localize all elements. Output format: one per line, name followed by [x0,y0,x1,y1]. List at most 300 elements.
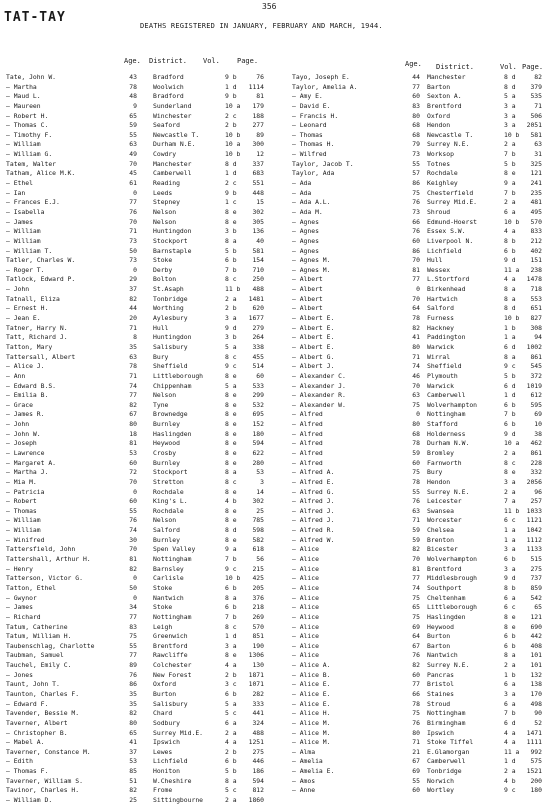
entry-age: 0 [133,188,137,197]
entry-volume: 3 a [504,564,516,573]
entry-district: Hackney [427,323,454,332]
entry-age: 71 [412,516,420,525]
entry-age: 29 [129,275,137,284]
entry-name: — Albert E. [292,323,335,332]
entry-age: 83 [129,622,137,631]
entry-name: — Thomas F. [6,767,49,776]
entry-page: 130 [252,661,264,670]
right-age-header: Age. [405,60,422,68]
register-entry [6,314,268,324]
entry-page: 333 [252,699,264,708]
entry-age: 71 [129,323,137,332]
entry-age: 75 [412,709,420,718]
entry-district: Littleborough [427,603,478,612]
entry-page: 136 [252,227,264,236]
register-entry [6,468,268,478]
entry-volume: 4 a [504,728,516,737]
entry-page: 12 [256,150,264,159]
entry-name: — Anne [292,786,316,795]
entry-page: 300 [252,140,264,149]
entry-district: Crosby [153,448,177,457]
entry-name: — Ada [292,179,312,188]
entry-age: 0 [416,285,420,294]
entry-page: 1019 [526,381,542,390]
entry-age: 77 [412,680,420,689]
register-entry [292,121,546,131]
register-entry [6,430,268,440]
entry-name: Taverner, Constance M. [6,747,91,756]
entry-page: 180 [252,429,264,438]
entry-age: 82 [412,545,420,554]
entry-district: Aylesbury [153,314,188,323]
entry-name: — Henry [6,564,33,573]
left-column [6,73,268,806]
entry-district: Rochdale [427,169,458,178]
entry-district: Bradford [153,73,184,81]
entry-volume: 8 e [225,207,237,216]
entry-district: Frome [153,786,173,795]
entry-age: 80 [412,728,420,737]
entry-volume: 8 e [225,458,237,467]
entry-age: 0 [133,487,137,496]
register-entry [292,536,546,546]
entry-age: 75 [412,400,420,409]
entry-page: 10 [534,420,542,429]
entry-name: — Alexander R. [292,391,346,400]
entry-volume: 10 a [504,439,520,448]
register-entry [6,324,268,334]
entry-district: Barton [427,641,451,650]
entry-name: — William G. [6,150,53,159]
register-entry [6,266,268,276]
entry-name: — Thomas [6,506,37,515]
entry-district: Ipswich [153,738,180,747]
entry-volume: 10 b [504,217,520,226]
entry-volume: 1 b [504,323,516,332]
register-entry [6,488,268,498]
entry-age: 82 [129,294,137,303]
entry-age: 80 [129,718,137,727]
register-entry [292,275,546,285]
entry-district: Spen Valley [153,545,196,554]
entry-district: Greenwich [153,632,188,641]
entry-district: Burnley [153,535,180,544]
register-entry [6,237,268,247]
entry-volume: 8 e [225,448,237,457]
register-entry [292,700,546,710]
entry-district: Leigh [153,622,173,631]
entry-district: Barnstaple [153,246,192,255]
entry-volume: 2 a [504,767,516,776]
entry-district: Sheffield [427,362,462,371]
entry-age: 18 [129,429,137,438]
entry-volume: 5 a [504,92,516,101]
entry-age: 75 [412,612,420,621]
entry-page: 170 [530,690,542,698]
entry-district: Burton [427,632,451,641]
register-entry [292,198,546,208]
entry-age: 85 [129,767,137,776]
entry-district: Haslingden [427,612,466,621]
register-entry [292,680,546,690]
register-entry [292,642,546,652]
entry-volume: 8 e [225,371,237,380]
entry-volume: 8 a [504,285,516,294]
entry-name: Taylor, Ada [292,169,335,178]
entry-age: 45 [129,169,137,178]
entry-name: Tattershall, Arthur H. [6,555,91,564]
entry-name: Tavinor, Charles H. [6,786,80,795]
entry-volume: 9 b [225,188,237,197]
register-entry [292,140,546,150]
register-entry [6,362,268,372]
entry-name: — Alfred [292,429,323,438]
entry-volume: 8 e [504,468,516,477]
entry-page: 63 [534,140,542,149]
entry-district: Bolton [153,275,177,284]
register-entry [292,594,546,604]
entry-name: Taubenschlag, Charlotte [6,641,95,650]
entry-district: Totnes [427,159,451,168]
entry-name: — Martha [6,82,37,91]
entry-page: 25 [256,506,264,515]
register-entry [6,304,268,314]
entry-name: Tatlock, Edward P. [6,275,76,284]
entry-district: Furness [427,314,454,323]
entry-district: Durham N.E. [153,140,196,149]
entry-volume: 8 e [504,612,516,621]
entry-age: 25 [129,796,137,805]
entry-volume: 1 c [225,198,237,207]
entry-name: — Albert E. [292,342,335,351]
entry-district: Chard [153,709,173,718]
entry-district: Plymouth [427,371,458,380]
entry-page: 250 [252,275,264,284]
entry-volume: 10 b [504,314,520,323]
entry-district: Surrey N.E. [427,140,470,149]
entry-volume: 11 a [504,747,520,756]
register-entry [292,603,546,613]
entry-age: 82 [129,786,137,795]
register-entry [6,83,268,93]
entry-name: — Alice [292,641,319,650]
entry-age: 82 [412,661,420,670]
entry-page: 379 [530,82,542,91]
entry-district: Cowdry [153,150,177,159]
entry-page: 618 [252,545,264,554]
entry-district: Newcastle T. [427,130,474,139]
entry-age: 44 [412,73,420,81]
entry-district: Essex S.W. [427,227,466,236]
entry-page: 65 [534,603,542,612]
entry-district: Salisbury [153,699,188,708]
entry-age: 86 [412,246,420,255]
entry-age: 55 [412,487,420,496]
entry-district: Brentford [427,564,462,573]
entry-volume: 9 b [225,92,237,101]
register-entry [6,796,268,806]
entry-age: 55 [412,159,420,168]
entry-name: — Agnes [292,236,319,245]
entry-page: 1251 [248,738,264,747]
register-entry [6,401,268,411]
entry-district: Sexton A. [427,92,462,101]
entry-page: 535 [530,92,542,101]
entry-district: Leeds [153,188,173,197]
entry-district: Manchester [153,159,192,168]
entry-page: 241 [530,179,542,188]
left-district-header: District. [149,57,187,65]
register-entry [6,73,268,83]
entry-page: 785 [252,516,264,525]
entry-name: — Ada M. [292,207,323,216]
entry-district: Wirral [427,352,451,361]
entry-volume: 8 e [225,391,237,400]
entry-volume: 6 a [504,699,516,708]
entry-volume: 8 b [504,583,516,592]
entry-district: Surrey N.E. [427,487,470,496]
register-entry [6,680,268,690]
entry-name: — Alice A. [292,661,331,670]
entry-volume: 8 e [504,169,516,178]
entry-name: Tatnall, Eliza [6,294,60,303]
entry-volume: 9 d [504,574,516,583]
entry-district: Nottingham [153,612,192,621]
register-entry [292,420,546,430]
entry-volume: 8 d [504,304,516,313]
register-entry [6,700,268,710]
entry-name: — Ada [292,188,312,197]
entry-name: — James [6,217,33,226]
entry-volume: 10 b [225,574,241,583]
register-entry [292,324,546,334]
entry-name: — Alexander C. [292,371,346,380]
entry-page: 277 [252,121,264,130]
entry-name: — Patricia [6,487,45,496]
entry-name: — Joseph [6,439,37,448]
entry-page: 101 [530,651,542,660]
entry-volume: 8 e [225,400,237,409]
entry-page: 212 [530,236,542,245]
entry-volume: 6 b [504,632,516,641]
entry-volume: 4 a [504,227,516,236]
entry-volume: 9 c [504,362,516,371]
register-heading: DEATHS REGISTERED IN JANUARY, FEBRUARY AND MARCH, 1944. [140,22,383,30]
entry-name: — Edward F. [6,699,49,708]
entry-volume: 8 c [504,458,516,467]
entry-volume: 2 b [225,304,237,313]
entry-district: Nantwich [153,593,184,602]
left-vol-header: Vol. [203,57,220,65]
register-entry [292,777,546,787]
entry-name: — Alice [292,574,319,583]
entry-name: — William [6,236,41,245]
entry-district: Liverpool N. [427,236,474,245]
entry-page: 992 [530,747,542,756]
right-district-header: District. [436,63,474,71]
entry-volume: 6 b [504,555,516,564]
entry-volume: 8 e [225,487,237,496]
register-entry [292,767,546,777]
entry-volume: 6 b [225,256,237,265]
entry-age: 0 [133,574,137,583]
entry-age: 80 [129,420,137,429]
entry-name: — Frances E.J. [6,198,60,207]
entry-volume: 8 e [225,535,237,544]
register-entry [6,690,268,700]
entry-age: 77 [129,612,137,621]
entry-district: Brentford [427,101,462,110]
register-entry [292,507,546,517]
entry-district: Staines [427,690,454,698]
entry-name: — Albert G. [292,352,335,361]
entry-volume: 7 b [225,555,237,564]
register-entry [6,594,268,604]
entry-volume: 10 a [225,101,241,110]
entry-name: Tatt, Richard J. [6,333,68,342]
entry-page: 598 [252,526,264,535]
entry-name: — Isabella [6,207,45,216]
register-entry [292,671,546,681]
entry-district: New Forest [153,670,192,679]
register-entry [6,449,268,459]
register-entry [292,353,546,363]
register-entry [292,574,546,584]
entry-name: Taylor, Jacob T. [292,159,354,168]
entry-age: 70 [412,555,420,564]
entry-district: Leicester [427,497,462,506]
entry-name: — Albert [292,294,323,303]
entry-age: 74 [412,583,420,592]
register-entry [6,632,268,642]
register-entry [292,112,546,122]
entry-district: Seaford [153,121,180,130]
entry-age: 66 [412,217,420,226]
entry-district: Stockport [153,468,188,477]
entry-page: 302 [252,497,264,506]
entry-district: Warwick [427,381,454,390]
register-entry [292,160,546,170]
entry-district: Nottingham [427,709,466,718]
entry-age: 77 [129,391,137,400]
entry-name: — Alice E. [292,680,331,689]
entry-volume: 8 a [504,651,516,660]
entry-volume: 10 b [225,150,241,159]
entry-page: 280 [252,458,264,467]
entry-age: 74 [412,362,420,371]
entry-page: 76 [256,73,264,81]
entry-age: 20 [129,314,137,323]
entry-page: 488 [252,728,264,737]
register-entry [292,709,546,719]
register-entry [6,333,268,343]
entry-page: 595 [530,400,542,409]
entry-page: 622 [252,448,264,457]
entry-age: 86 [129,680,137,689]
entry-name: Tatton, Ethel [6,583,57,592]
entry-district: Ipswich [427,728,454,737]
entry-page: 53 [256,468,264,477]
register-entry [6,516,268,526]
entry-name: — John [6,285,30,294]
entry-age: 60 [412,786,420,795]
entry-age: 77 [412,82,420,91]
entry-age: 70 [412,256,420,265]
entry-page: 31 [534,150,542,159]
register-entry [292,613,546,623]
entry-age: 73 [129,236,137,245]
right-page-header: Page. [522,63,544,71]
entry-page: 448 [252,188,264,197]
entry-age: 80 [412,111,420,120]
entry-age: 82 [412,323,420,332]
entry-district: Bury [153,352,169,361]
entry-district: Bradford [153,92,184,101]
register-entry [292,362,546,372]
entry-name: Taunt, John T. [6,680,60,689]
entry-page: 462 [530,439,542,448]
entry-district: Surrey Mid.E. [427,198,478,207]
entry-page: 481 [530,198,542,207]
register-entry [292,333,546,343]
entry-name: — Emilia B. [6,391,49,400]
entry-name: — Agnes [292,246,319,255]
register-entry [6,179,268,189]
entry-name: — Lawrence [6,448,45,457]
entry-district: Birkenhead [427,285,466,294]
right-vol-header: Vol. [500,63,517,71]
entry-volume: 6 a [504,207,516,216]
entry-district: Surrey Mid.E. [153,728,204,737]
entry-page: 94 [534,333,542,342]
entry-volume: 7 b [504,150,516,159]
entry-district: Winchester [153,111,192,120]
entry-age: 78 [412,699,420,708]
entry-name: — Alice M. [292,738,331,747]
entry-page: 90 [534,709,542,718]
entry-district: Lewes [153,747,173,756]
entry-volume: 2 a [225,728,237,737]
entry-age: 0 [133,593,137,602]
entry-district: Hendon [427,477,451,486]
register-entry [6,275,268,285]
entry-page: 275 [530,564,542,573]
entry-page: 683 [252,169,264,178]
register-entry [292,218,546,228]
entry-page: 1112 [526,535,542,544]
entry-page: 324 [252,718,264,727]
entry-name: Tate, John W. [6,73,57,81]
entry-name: Taunton, Charles F. [6,690,80,698]
entry-age: 89 [129,661,137,670]
entry-name: — Ethel [6,179,33,188]
entry-page: 376 [252,593,264,602]
register-entry [292,565,546,575]
entry-district: Lichfield [427,246,462,255]
entry-district: Stafford [427,420,458,429]
entry-name: — John [6,420,30,429]
register-entry [6,247,268,257]
entry-page: 40 [256,236,264,245]
entry-page: 38 [534,429,542,438]
entry-district: Barton [427,82,451,91]
entry-volume: 3 b [225,333,237,342]
entry-age: 37 [129,747,137,756]
entry-district: Derby [153,265,173,274]
entry-page: 121 [530,169,542,178]
entry-volume: 6 a [225,718,237,727]
register-entry [6,102,268,112]
